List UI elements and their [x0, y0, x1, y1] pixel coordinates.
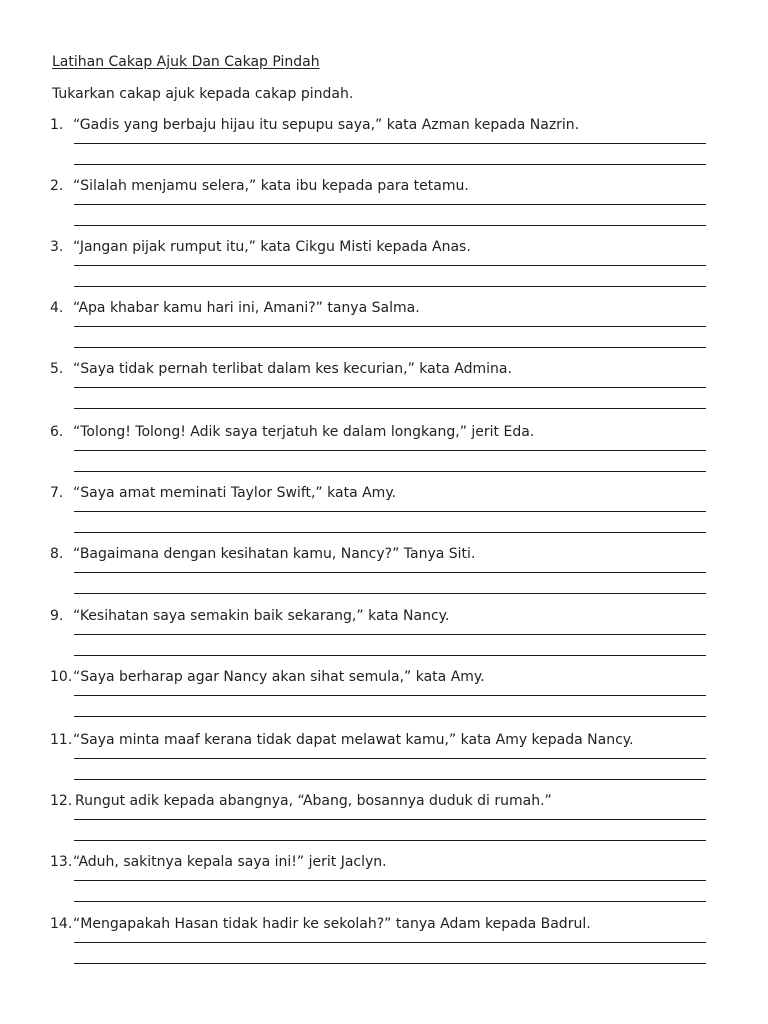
question-row	[50, 423, 534, 441]
question-12	[50, 792, 730, 852]
question-row	[50, 915, 591, 933]
question-number: 9.	[50, 608, 64, 624]
question-text: “Saya minta maaf kerana tidak dapat melawat kamu,” kata Amy kepada Nancy.	[73, 732, 634, 748]
answer-line[interactable]	[74, 963, 706, 964]
question-text: “Silalah menjamu selera,” kata ibu kepada para tetamu.	[73, 178, 469, 194]
question-row	[50, 299, 420, 317]
answer-line[interactable]	[74, 942, 706, 943]
question-number: 1.	[50, 117, 64, 133]
answer-line[interactable]	[74, 225, 706, 226]
question-text: “Bagaimana dengan kesihatan kamu, Nancy?” Tanya Siti.	[73, 546, 476, 562]
question-5	[50, 360, 730, 420]
question-4	[50, 299, 730, 359]
question-11	[50, 731, 730, 791]
answer-line[interactable]	[74, 347, 706, 348]
question-row	[50, 238, 471, 256]
question-text: “Tolong! Tolong! Adik saya terjatuh ke dalam longkang,” jerit Eda.	[73, 424, 535, 440]
question-14	[50, 915, 730, 975]
answer-line[interactable]	[74, 532, 706, 533]
question-text: “Saya amat meminati Taylor Swift,” kata Amy.	[73, 485, 397, 501]
answer-line[interactable]	[74, 408, 706, 409]
question-number: 8.	[50, 546, 64, 562]
question-row	[50, 177, 469, 195]
question-number: 4.	[50, 300, 64, 316]
question-number: 7.	[50, 485, 64, 501]
answer-line[interactable]	[74, 572, 706, 573]
answer-line[interactable]	[74, 840, 706, 841]
question-number: 6.	[50, 424, 64, 440]
question-row	[50, 545, 475, 563]
question-text: “Aduh, sakitnya kepala saya ini!” jerit Jaclyn.	[73, 854, 387, 870]
question-row	[50, 484, 396, 502]
question-2	[50, 177, 730, 237]
question-9	[50, 607, 730, 667]
question-number: 14.	[50, 916, 73, 932]
question-13	[50, 853, 730, 913]
answer-line[interactable]	[74, 634, 706, 635]
question-number: 2.	[50, 178, 64, 194]
question-row	[50, 853, 387, 871]
question-row	[50, 792, 552, 810]
question-text: “Saya berharap agar Nancy akan sihat semula,” kata Amy.	[73, 669, 485, 685]
question-row	[50, 668, 485, 686]
question-text: “Mengapakah Hasan tidak hadir ke sekolah?” tanya Adam kepada Badrul.	[73, 916, 591, 932]
question-number: 5.	[50, 361, 64, 377]
answer-line[interactable]	[74, 143, 706, 144]
answer-line[interactable]	[74, 286, 706, 287]
answer-line[interactable]	[74, 204, 706, 205]
question-row	[50, 116, 579, 134]
answer-line[interactable]	[74, 901, 706, 902]
question-row	[50, 360, 512, 378]
answer-line[interactable]	[74, 265, 706, 266]
answer-line[interactable]	[74, 164, 706, 165]
answer-line[interactable]	[74, 819, 706, 820]
answer-line[interactable]	[74, 471, 706, 472]
answer-line[interactable]	[74, 511, 706, 512]
question-number: 12.	[50, 793, 73, 809]
question-3	[50, 238, 730, 298]
instruction-text: Tukarkan cakap ajuk kepada cakap pindah.	[52, 86, 354, 102]
question-number: 13.	[50, 854, 73, 870]
answer-line[interactable]	[74, 326, 706, 327]
question-1	[50, 116, 730, 176]
question-row	[50, 607, 449, 625]
question-7	[50, 484, 730, 544]
question-text: “Apa khabar kamu hari ini, Amani?” tanya Salma.	[73, 300, 420, 316]
answer-line[interactable]	[74, 880, 706, 881]
question-text: “Saya tidak pernah terlibat dalam kes kecurian,” kata Admina.	[73, 361, 512, 377]
question-number: 10.	[50, 669, 73, 685]
question-6	[50, 423, 730, 483]
question-text: Rungut adik kepada abangnya, “Abang, bosannya duduk di rumah.”	[75, 793, 552, 809]
answer-line[interactable]	[74, 758, 706, 759]
answer-line[interactable]	[74, 695, 706, 696]
question-text: “Jangan pijak rumput itu,” kata Cikgu Misti kepada Anas.	[73, 239, 471, 255]
answer-line[interactable]	[74, 387, 706, 388]
question-text: “Kesihatan saya semakin baik sekarang,” kata Nancy.	[73, 608, 450, 624]
answer-line[interactable]	[74, 779, 706, 780]
answer-line[interactable]	[74, 655, 706, 656]
question-text: “Gadis yang berbaju hijau itu sepupu saya,” kata Azman kepada Nazrin.	[73, 117, 580, 133]
question-number: 3.	[50, 239, 64, 255]
answer-line[interactable]	[74, 716, 706, 717]
answer-line[interactable]	[74, 593, 706, 594]
question-10	[50, 668, 730, 728]
answer-line[interactable]	[74, 450, 706, 451]
question-number: 11.	[50, 732, 73, 748]
question-8	[50, 545, 730, 605]
question-row	[50, 731, 634, 749]
page-title: Latihan Cakap Ajuk Dan Cakap Pindah	[52, 54, 320, 70]
